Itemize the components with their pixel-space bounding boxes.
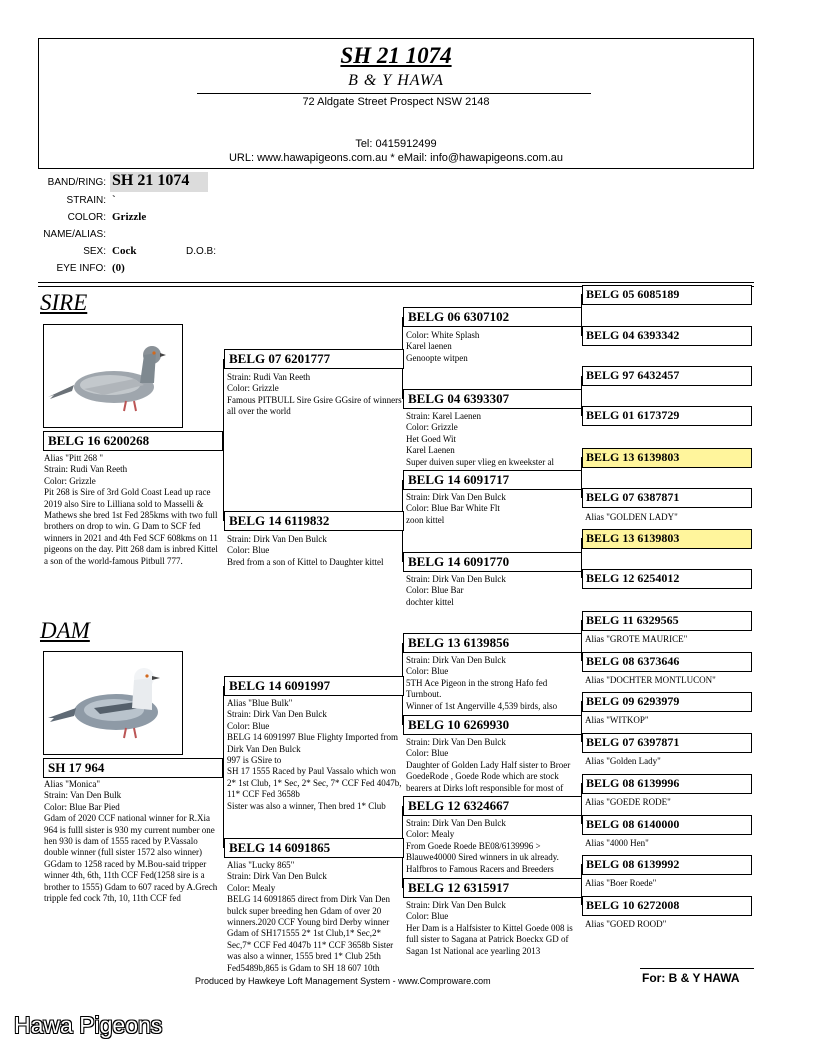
gen3-ring: BELG 14 6091770: [403, 552, 582, 572]
produced-by: Produced by Hawkeye Loft Management System - www.Comproware.com: [195, 976, 491, 986]
gen3-ring: BELG 06 6307102: [403, 307, 582, 327]
gen4-alias: Alias "DOCHTER MONTLUCON": [585, 675, 716, 685]
gen2-ring: BELG 14 6091865: [224, 838, 404, 858]
dam-heading: DAM: [40, 618, 90, 643]
connector-line: [223, 767, 224, 848]
band-label: BAND/RING:: [47, 177, 106, 188]
gen4-ring: BELG 08 6140000: [582, 815, 752, 835]
header-ring: SH 21 1074: [340, 43, 452, 68]
gen2-ring: BELG 14 6091997: [224, 676, 404, 696]
gen3-info: Strain: Dirk Van Den Bulck Color: Mealy From Goede Roede BE08/6139996 > Blauwe40000 Sired winners in uk already. Halfbros to Famous Racers and Breeders: [406, 818, 559, 874]
gen4-ring-highlighted: BELG 13 6139803: [582, 448, 752, 468]
gen3-ring: BELG 13 6139856: [403, 633, 582, 653]
header-address: 72 Aldgate Street Prospect NSW 2148: [302, 96, 490, 108]
connector-line: [223, 359, 224, 440]
strain-label: STRAIN:: [66, 195, 106, 206]
sire-photo: [43, 324, 183, 428]
gen3-info: Strain: Dirk Van Den Bulck Color: Blue Her Dam is a Halfsister to Kittel Goede 008 is full sister to Sagana at Patrick Boeckx GD of Sagan 1st National ace yearling 2013: [406, 900, 573, 956]
band-value: SH 21 1074: [110, 172, 208, 192]
gen4-ring: BELG 08 6139996: [582, 774, 752, 794]
for-divider: [640, 968, 754, 969]
gen3-ring: BELG 04 6393307: [403, 389, 582, 409]
gen4-ring: BELG 08 6373646: [582, 652, 752, 672]
dam-info: Alias "Monica" Strain: Van Den Bulk Color: Blue Bar Pied Gdam of 2020 CCF national winner for R.Xia 964 is fulll sister is 930 my current number one hen 930 is dam of 1555 raced by P.Vassalo double winner (full sister 1572 also winner) GGdam to 1258 raced by M.Bou-said tripper winner 4th, 6th, 11th CCF Fed(1258 sire is a brother to 1555) Gdam to 607 raced by A.Grech tripple fed cock 7th, 10, 11th CCF fed: [44, 779, 218, 904]
color-label: COLOR:: [67, 212, 106, 223]
gen2-info: Strain: Dirk Van Den Bulck Color: Blue Bred from a son of Kittel to Daughter kittel: [227, 534, 384, 567]
gen2-info: Alias "Lucky 865" Strain: Dirk Van Den Bulck Color: Mealy BELG 14 6091865 direct from Dirk Van Den bulck super breeding hen Gdam of over 20 winners.2020 CCF Young bird Derby winner Gdam of SH171555 2* 1st Club,1* Sec,2* Sec,7* CCF Fed 4047b 11* CCF 3658b Sister was also a winner, 1555 bred 1* Club 25th Fed5489b,865 is Gdam to SH 18 607 10th: [227, 860, 394, 973]
for-owner: For: B & Y HAWA: [642, 971, 740, 985]
gen4-alias: Alias "4000 Hen": [585, 838, 649, 848]
dob-label: D.O.B:: [186, 246, 217, 257]
gen3-info: Strain: Karel Laenen Color: Grizzle Het Goed Wit Karel Laenen Super duiven super vlieg en kweekster al: [406, 411, 554, 467]
pigeon-icon: [44, 652, 182, 754]
gen4-ring: BELG 97 6432457: [582, 366, 752, 386]
gen4-alias: Alias "GOED ROOD": [585, 919, 667, 929]
gen4-ring: BELG 11 6329565: [582, 611, 752, 631]
watermark: Hawa Pigeons: [14, 1012, 163, 1038]
gen4-ring: BELG 09 6293979: [582, 692, 752, 712]
gen3-info: Strain: Dirk Van Den Bulck Color: Blue Bar dochter kittel: [406, 574, 506, 607]
sire-info: Alias "Pitt 268 " Strain: Rudi Van Reeth Color: Grizzle Pit 268 is Sire of 3rd Gold Coast Lead up race 2019 also Sire to Lilliana sold to Masselli & Mathews she bred 1st Fed 285kms with two full brothers on drop to win. G Dam to SCF fed winners in 2021 and 4th Fed SCF 608kms on 11 pigeons on the day. Pitt 268 dam is inbred Kittel a son of the world-famous Pitbull 777.: [44, 453, 218, 566]
header-owner: B & Y HAWA: [348, 72, 444, 89]
gen4-ring: BELG 10 6272008: [582, 896, 752, 916]
eye-label: EYE INFO:: [56, 263, 106, 274]
header-box: [38, 38, 754, 169]
gen4-alias: Alias "Golden Lady": [585, 756, 661, 766]
gen2-ring: BELG 14 6119832: [224, 511, 404, 531]
gen2-info: Alias "Blue Bulk" Strain: Dirk Van Den Bulck Color: Blue BELG 14 6091997 Blue Flighty Imported from Dirk Van Den Bulck 997 is GSire to SH 17 1555 Raced by Paul Vassalo which won 2* 1st Club, 1* Sec, 2* Sec, 7* CCF Fed 4047b, 11* CCF Fed 3658b Sister was also a winner, Then bred 1* Club: [227, 698, 402, 811]
gen3-ring: BELG 12 6315917: [403, 878, 582, 898]
gen3-ring: BELG 10 6269930: [403, 715, 582, 735]
pigeon-icon: [44, 325, 182, 427]
dam-ring: SH 17 964: [43, 758, 223, 778]
sex-value: Cock: [112, 245, 137, 257]
gen3-info: Strain: Dirk Van Den Bulck Color: Blue Bar White Flt zoon kittel: [406, 492, 506, 525]
header-divider: [197, 93, 591, 94]
gen2-info: Strain: Rudi Van Reeth Color: Grizzle Famous PITBULL Sire Gsire GGsire of winners all over the world: [227, 372, 402, 417]
section-divider: [38, 282, 754, 283]
connector-line: [223, 686, 224, 767]
gen3-ring: BELG 12 6324667: [403, 796, 582, 816]
gen4-alias: Alias "Boer Roede": [585, 878, 657, 888]
header-url[interactable]: URL: www.hawapigeons.com.au * eMail: info@hawapigeons.com.au: [228, 152, 563, 164]
sex-label: SEX:: [83, 246, 106, 257]
gen4-ring: BELG 08 6139992: [582, 855, 752, 875]
gen2-ring: BELG 07 6201777: [224, 349, 404, 369]
gen4-ring: BELG 07 6397871: [582, 733, 752, 753]
gen4-alias: Alias "WITKOP": [585, 715, 649, 725]
gen4-ring: BELG 04 6393342: [582, 326, 752, 346]
sire-ring: BELG 16 6200268: [43, 431, 223, 451]
strain-value: `: [112, 194, 116, 206]
name-alias-label: NAME/ALIAS:: [43, 229, 106, 240]
color-value: Grizzle: [112, 211, 147, 223]
connector-line: [223, 440, 224, 521]
gen3-info: Strain: Dirk Van Den Bulck Color: Blue Daughter of Golden Lady Half sister to Broer GoedeRode , Goede Rode which are stock bearers at Dirks loft responsible for most of: [406, 737, 571, 793]
eye-value: (0): [112, 262, 125, 274]
gen4-alias: Alias "GOLDEN LADY": [585, 512, 678, 522]
gen4-ring: BELG 05 6085189: [582, 285, 752, 305]
gen4-alias: Alias "GOEDE RODE": [585, 797, 671, 807]
header-tel: Tel: 0415912499: [355, 138, 437, 150]
gen4-ring: BELG 01 6173729: [582, 406, 752, 426]
gen3-info: Strain: Dirk Van Den Bulck Color: Blue 5TH Ace Pigeon in the strong Hafo fed Turnbout. Winner of 1st Angerville 4,539 birds, also: [406, 655, 558, 711]
sire-heading: SIRE: [40, 290, 88, 315]
gen4-alias: Alias "GROTE MAURICE": [585, 634, 688, 644]
gen3-ring: BELG 14 6091717: [403, 470, 582, 490]
gen3-info: Color: White Splash Karel laenen Genoopte witpen: [406, 330, 480, 363]
dam-photo: [43, 651, 183, 755]
gen4-ring: BELG 07 6387871: [582, 488, 752, 508]
gen4-ring-highlighted: BELG 13 6139803: [582, 529, 752, 549]
gen4-ring: BELG 12 6254012: [582, 569, 752, 589]
